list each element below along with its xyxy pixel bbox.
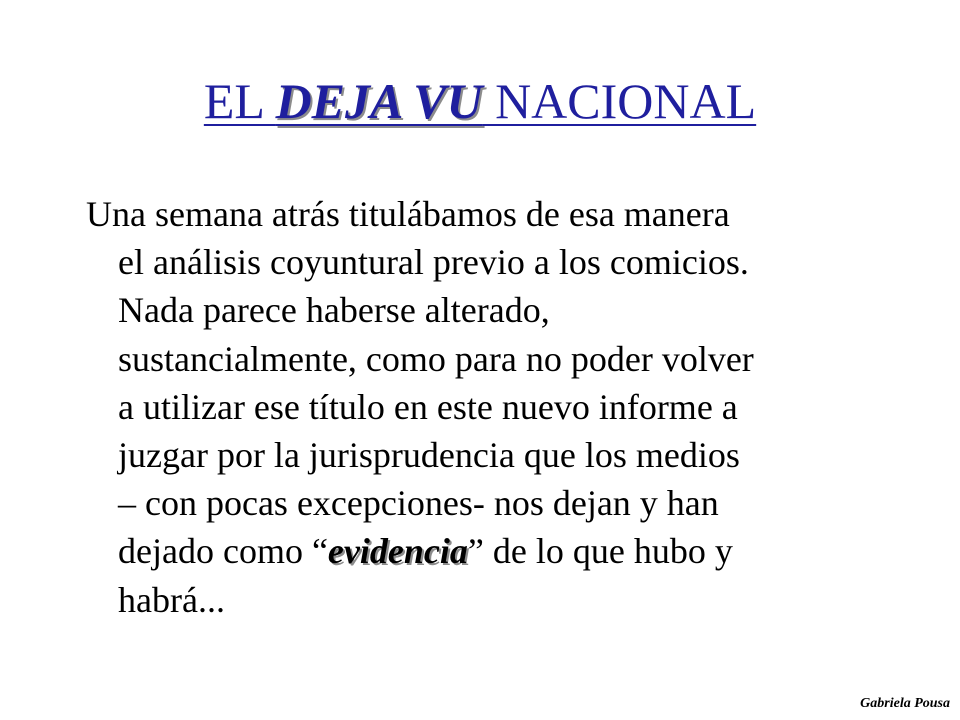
author-footer: Gabriela Pousa xyxy=(860,696,950,711)
body-line-4: sustancialmente, como para no poder volver xyxy=(118,338,754,379)
body-line-8-after: ” de lo que hubo y xyxy=(467,531,733,572)
evidence-emphasis: evidencia xyxy=(327,531,468,572)
body-line-3: Nada parece haberse alterado, xyxy=(118,290,550,331)
body-line-8-before: dejado como “ xyxy=(118,531,328,572)
body-line-9: habrá... xyxy=(118,579,225,620)
body-paragraph xyxy=(86,190,908,624)
title-suffix: NACIONAL xyxy=(482,73,757,129)
title-emphasis: DEJA VU xyxy=(275,73,483,129)
body-line-2: el análisis coyuntural previo a los comicios. xyxy=(118,242,749,283)
body-line-6: juzgar por la jurisprudencia que los medios xyxy=(118,435,740,476)
title-prefix: EL xyxy=(203,73,276,129)
body-line-5: a utilizar ese título en este nuevo informe a xyxy=(118,386,738,427)
body-line-7: – con pocas excepciones- nos dejan y han xyxy=(118,483,719,524)
slide-title xyxy=(0,68,960,134)
body-line-1: Una semana atrás titulábamos de esa manera xyxy=(86,194,730,234)
